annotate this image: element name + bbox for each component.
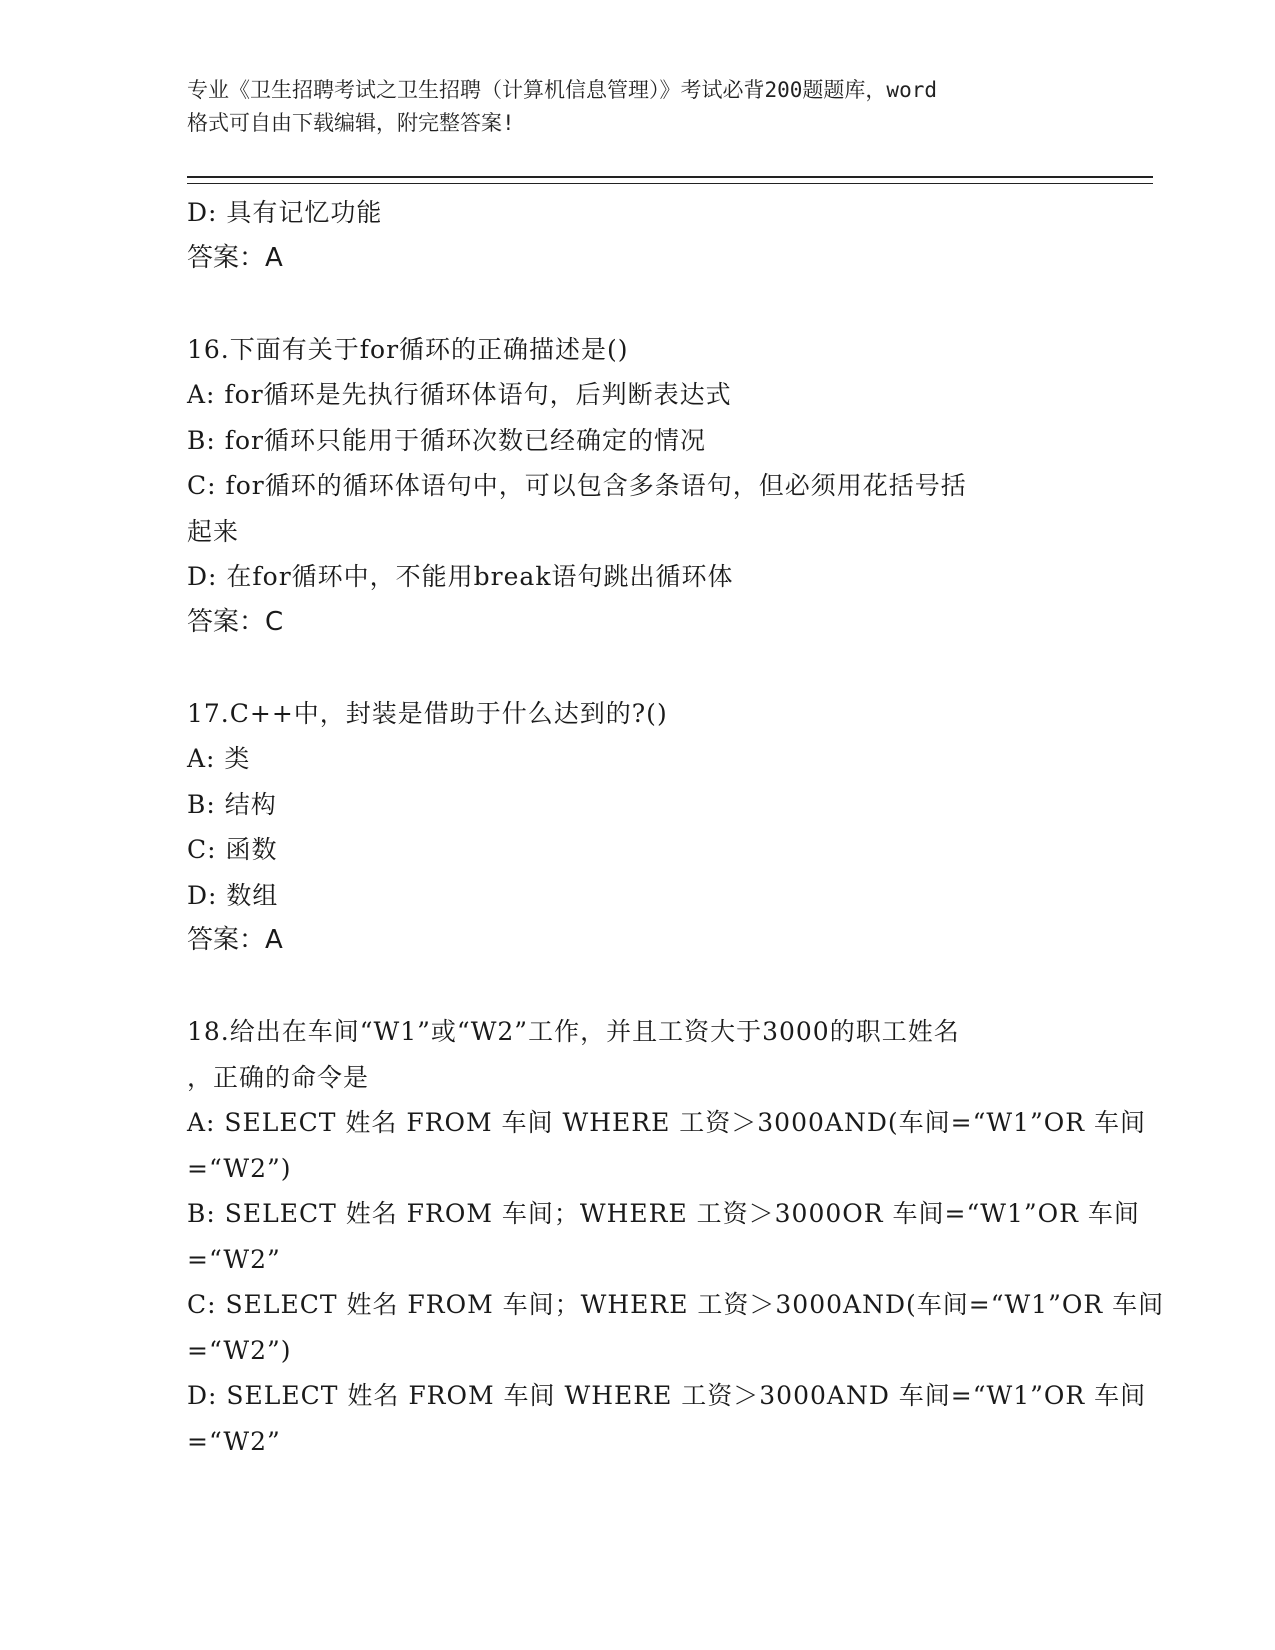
q17-question: 17.C++中，封装是借助于什么达到的?() xyxy=(187,698,668,728)
q17-option-b: B: 结构 xyxy=(187,789,277,819)
q16-option-a: A: for循环是先执行循环体语句，后判断表达式 xyxy=(187,380,732,409)
question-list xyxy=(187,190,1165,1464)
q16-option-c-line-1: C: for循环的循环体语句中，可以包含多条语句，但必须用花括号括 xyxy=(187,471,967,500)
header-title-line-1: 专业《卫生招聘考试之卫生招聘（计算机信息管理）》考试必背200题题库，word xyxy=(187,78,937,102)
q17-answer: 答案：A xyxy=(187,925,283,955)
q18-question-line-2: ，正确的命令是 xyxy=(187,1062,370,1092)
q15-answer: 答案：A xyxy=(187,242,283,273)
q18-option-c-line-2: =“W2”) xyxy=(187,1335,292,1365)
q18-option-b-line-1: B: SELECT 姓名 FROM 车间；WHERE 工资＞3000OR 车间=“W1”OR 车间 xyxy=(187,1199,1140,1228)
q16-question: 16.下面有关于for循环的正确描述是() xyxy=(187,334,629,364)
header-divider xyxy=(187,176,1153,184)
q18-option-c-line-1: C: SELECT 姓名 FROM 车间；WHERE 工资＞3000AND(车间=“W1”OR 车间 xyxy=(187,1290,1165,1319)
document-header xyxy=(187,74,1087,140)
q15-option-d: D: 具有记忆功能 xyxy=(187,198,383,227)
q18-question-line-1: 18.给出在车间“W1”或“W2”工作，并且工资大于3000的职工姓名 xyxy=(187,1017,960,1046)
q18-option-d-line-1: D: SELECT 姓名 FROM 车间 WHERE 工资＞3000AND 车间=“W1”OR 车间 xyxy=(187,1381,1147,1410)
q17-option-c: C: 函数 xyxy=(187,835,278,864)
header-title-line-2: 格式可自由下载编辑，附完整答案! xyxy=(187,111,515,135)
q18-option-b-line-2: =“W2” xyxy=(187,1244,281,1274)
q16-answer: 答案：C xyxy=(187,606,284,637)
q17-option-a: A: 类 xyxy=(187,744,251,773)
spacer xyxy=(187,281,1087,327)
q17-option-d: D: 数组 xyxy=(187,880,279,910)
spacer xyxy=(187,645,1087,691)
q16-option-d: D: 在for循环中，不能用break语句跳出循环体 xyxy=(187,562,734,591)
spacer xyxy=(187,964,1087,1010)
q16-option-c-line-2: 起来 xyxy=(187,516,240,546)
q18-option-a-line-2: =“W2”) xyxy=(187,1153,292,1183)
q16-option-b: B: for循环只能用于循环次数已经确定的情况 xyxy=(187,425,706,455)
q18-option-a-line-1: A: SELECT 姓名 FROM 车间 WHERE 工资＞3000AND(车间=“W1”OR 车间 xyxy=(187,1108,1146,1137)
q18-option-d-line-2: =“W2” xyxy=(187,1426,281,1456)
